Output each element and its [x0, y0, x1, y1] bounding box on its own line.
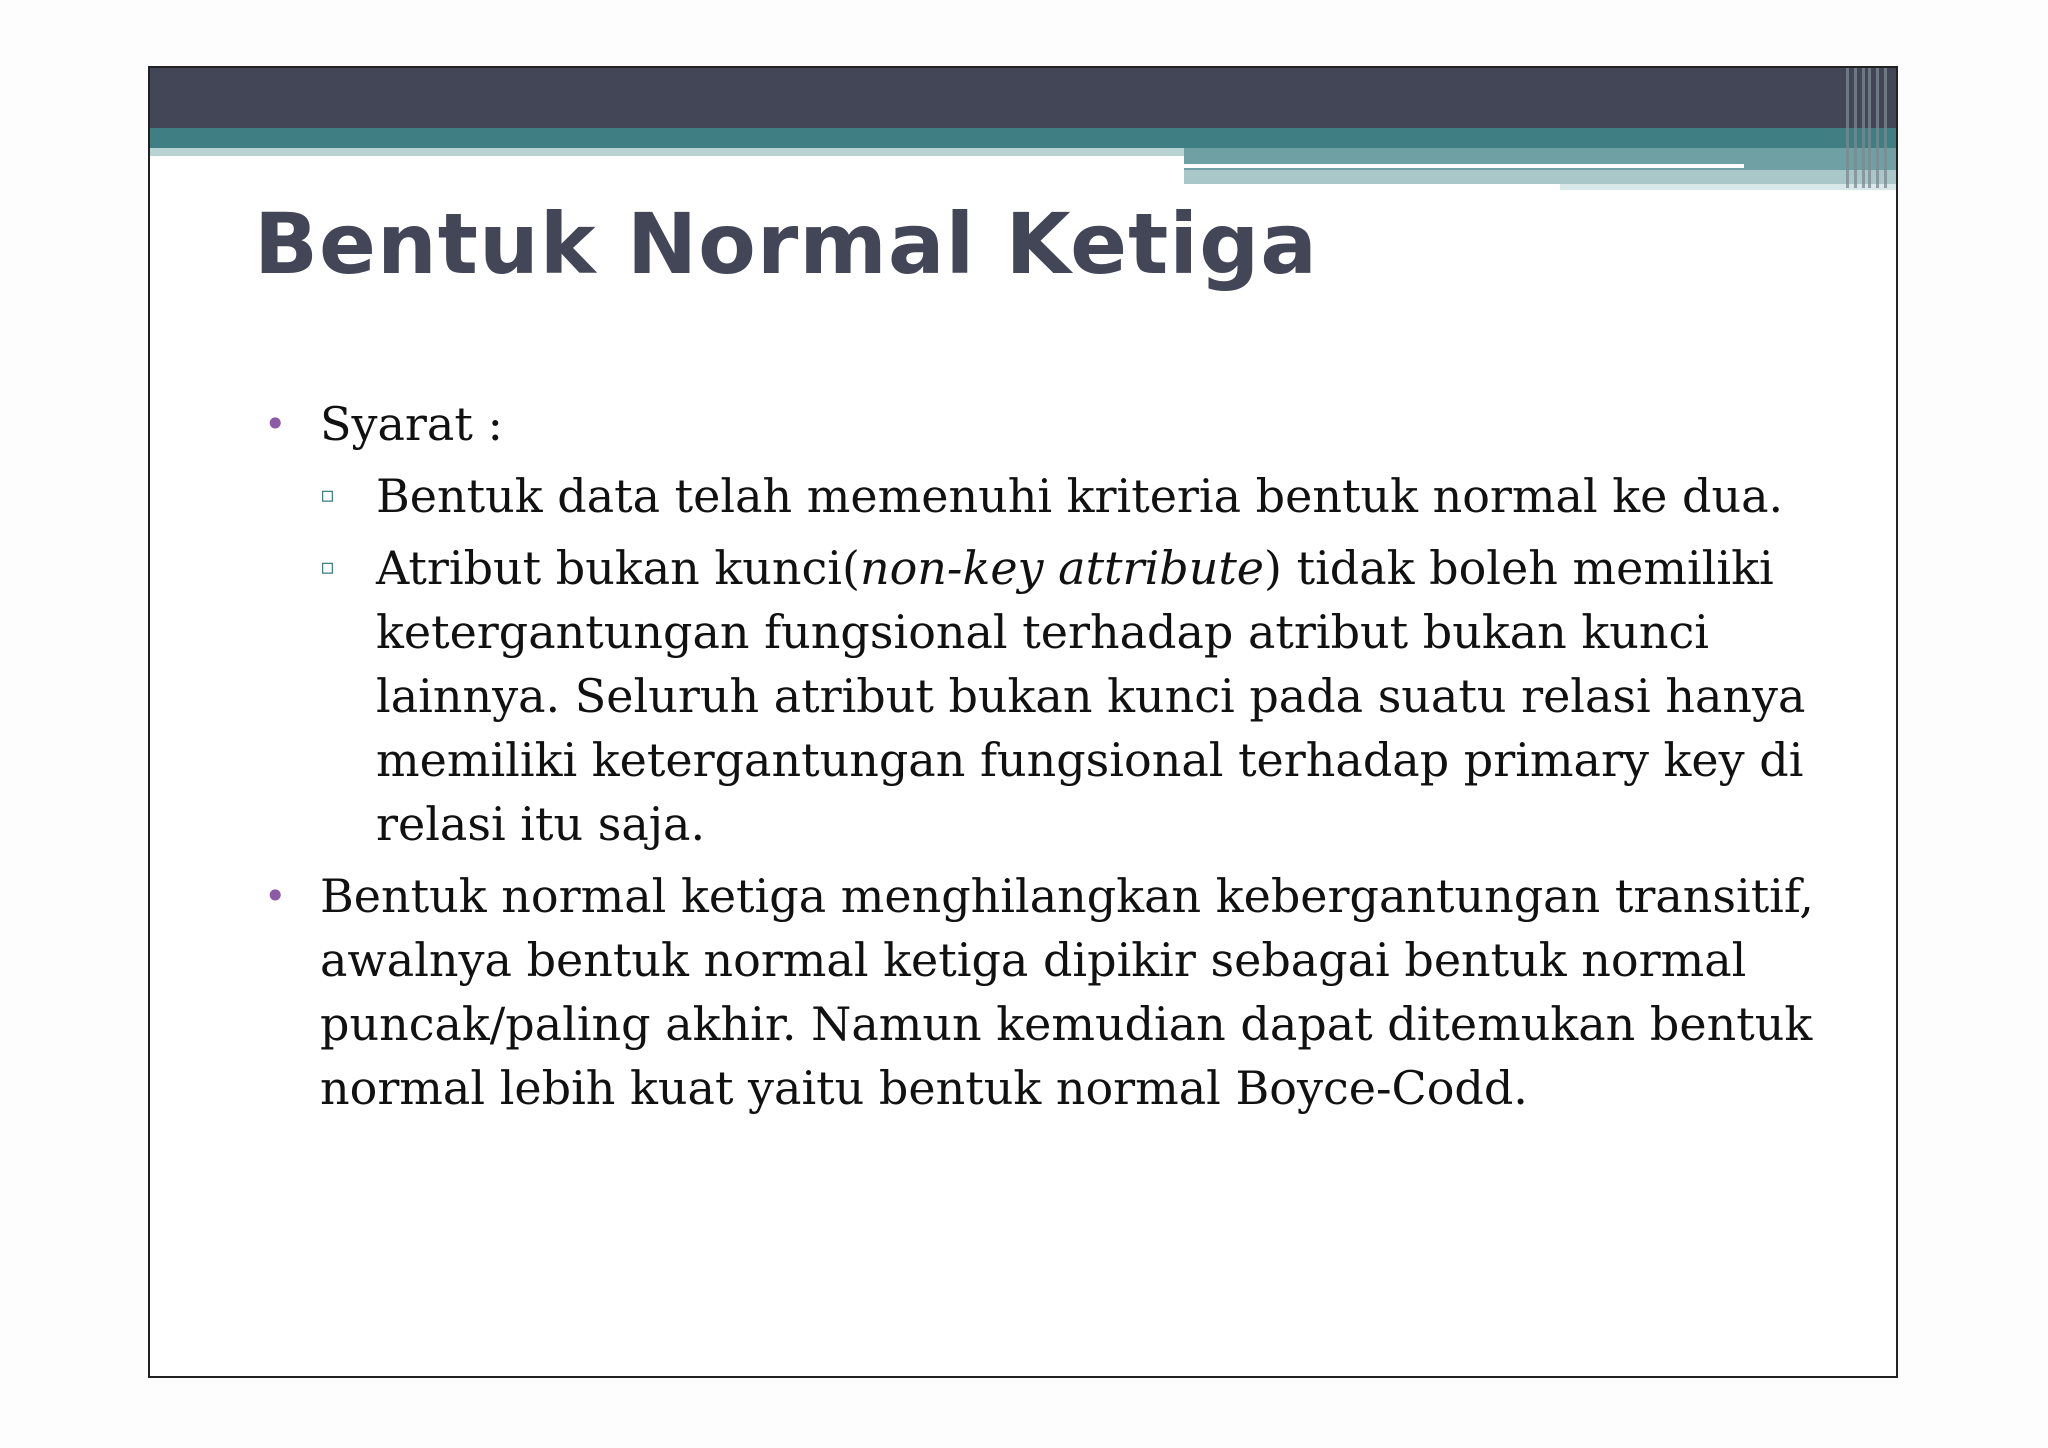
- sub-bullet-item: [264, 464, 1824, 528]
- header-bar-teal: [150, 128, 1896, 148]
- bullet-item: [264, 864, 1824, 1120]
- header-accent-bar-light: [1184, 170, 1898, 184]
- header-corner-stripes: [1846, 68, 1892, 188]
- sub-bullet-text-part: ) tidak boleh memiliki ketergantungan fungsional terhadap atribut bukan kunci lainnya. Seluruh atribut bukan kunci pada suatu relasi hanya memiliki ketergantungan fungsional terhadap primary key di relasi itu saja.: [376, 541, 1806, 851]
- header-accent-line: [1184, 164, 1744, 168]
- slide-title: Bentuk Normal Ketiga: [254, 195, 1318, 293]
- slide: [148, 66, 1898, 1378]
- header-bar-teal-light: [150, 148, 1184, 156]
- sub-bullet-item: [264, 536, 1824, 856]
- bullet-text: Bentuk normal ketiga menghilangkan kebergantungan transitif, awalnya bentuk normal ketiga dipikir sebagai bentuk normal puncak/paling akhir. Namun kemudian dapat ditemukan bentuk normal lebih kuat yaitu bentuk normal Boyce-Codd.: [320, 869, 1814, 1115]
- sub-bullet-text-part: Atribut bukan kunci(: [376, 541, 860, 595]
- bullet-dot-icon: •: [264, 402, 287, 446]
- header-bar-dark: [150, 68, 1896, 128]
- sub-bullet-text: Bentuk data telah memenuhi kriteria bentuk normal ke dua.: [376, 469, 1784, 523]
- square-bullet-icon: ▫: [320, 483, 335, 508]
- sub-bullet-text-italic: non-key attribute: [859, 541, 1265, 595]
- sub-bullet-text: [376, 541, 1805, 851]
- bullet-item: [264, 392, 1824, 456]
- bullet-dot-icon: •: [264, 874, 287, 918]
- square-bullet-icon: ▫: [320, 555, 335, 580]
- bullet-text: Syarat :: [320, 397, 503, 451]
- slide-body: [264, 392, 1824, 1120]
